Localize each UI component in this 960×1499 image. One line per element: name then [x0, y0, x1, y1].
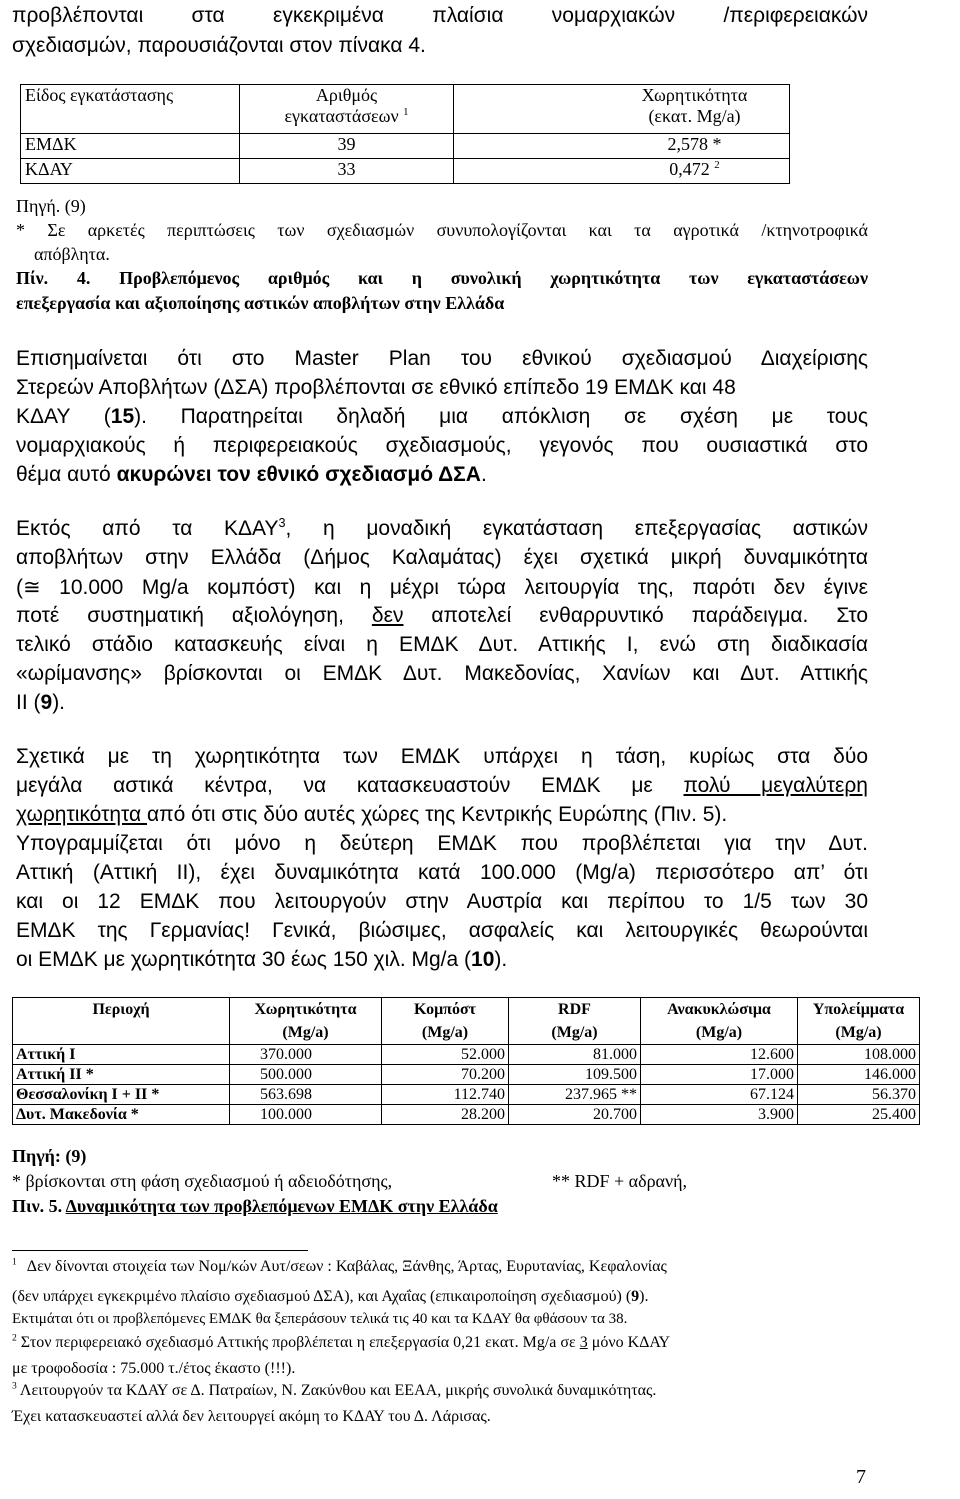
para3-line-5: Αττική (Αττική ΙΙ), έχει δυναμικότητα κατά 100.000 (Mg/a) περισσότερο απ’ ότι — [16, 861, 868, 884]
footnote-3-line-2: Έχει κατασκευαστεί αλλά δεν λειτουργεί ακόμη το ΚΔΑΥ του Δ. Λάρισας. — [12, 1408, 491, 1425]
cell-recyclables: 3.900 — [641, 1105, 798, 1125]
cell-rdf: 81.000 — [509, 1045, 641, 1065]
footnote-3-line-1: $^3$ Λειτουργούν τα ΚΔΑΥ σε Δ. Πατραίων, Ν. Ζακύνθου και ΕΕΑΑ, μικρής συνολικά δυναμικότητας. — [12, 1380, 657, 1399]
cell-residues: 25.400 — [798, 1105, 920, 1125]
table-row — [13, 1065, 920, 1085]
capacity-breakdown-table — [12, 997, 920, 1125]
cell-compost: 70.200 — [382, 1065, 509, 1085]
para2-line-6: «ωρίμανσης» βρίσκονται οι ΕΜΔΚ Δυτ. Μακεδονίας, Χανίων και Δυτ. Αττικής — [16, 662, 868, 685]
header-region: Περιοχή — [13, 998, 230, 1045]
table1-note-line-1: * Σε αρκετές περιπτώσεις των σχεδιασμών συνυπολογίζονται και τα αγροτικά /κτηνοτροφικά — [16, 220, 868, 240]
cell-region: Αττική Ι — [13, 1045, 230, 1065]
capacity-table — [20, 84, 790, 184]
para2-line-1: Εκτός από τα ΚΔΑΥ$^3$, η μοναδική εγκατάσταση επεξεργασίας αστικών — [16, 516, 869, 540]
cell-residues: 56.370 — [798, 1085, 920, 1105]
footnote-separator — [12, 1250, 308, 1251]
footnote-2-line-2: με τροφοδοσία : 75.000 τ./έτος έκαστο (!!!). — [12, 1360, 296, 1377]
table2-note-a: * βρίσκονται στη φάση σχεδιασμού ή αδειοδότησης, — [12, 1171, 393, 1191]
cell-compost: 112.740 — [382, 1085, 509, 1105]
cell-rdf: 237.965 ** — [509, 1085, 641, 1105]
cell-count: 33 — [240, 159, 454, 184]
header-recyclables: Ανακυκλώσιμα (Mg/a) — [641, 998, 798, 1045]
table-row — [13, 1085, 920, 1105]
cell-count: 39 — [240, 134, 454, 159]
header-count: Αριθμός εγκαταστάσεων $^1$ — [240, 85, 454, 134]
para1-line-3: ΚΔΑΥ (15). Παρατηρείται δηλαδή μια απόκλιση σε σχέση με τους — [16, 405, 869, 428]
cell-type: ΕΜΔΚ — [21, 134, 240, 159]
cell-capacity: 563.698 — [230, 1085, 382, 1105]
header-type: Είδος εγκατάστασης — [21, 85, 240, 134]
cell-compost: 52.000 — [382, 1045, 509, 1065]
approx-equal-icon: ≅ — [23, 576, 41, 599]
cell-capacity: 370.000 — [230, 1045, 382, 1065]
table1-caption-line-2: επεξεργασία και αξιοποίησης αστικών αποβλήτων στην Ελλάδα — [16, 293, 505, 313]
cell-residues: 108.000 — [798, 1045, 920, 1065]
page-number: 7 — [856, 1466, 866, 1488]
cell-capacity: 500.000 — [230, 1065, 382, 1085]
cell-recyclables: 17.000 — [641, 1065, 798, 1085]
footnote-1-line-1: $^1$ Δεν δίνονται στοιχεία των Νομ/κών Αυτ/σεων : Καβάλας, Ξάνθης, Άρτας, Ευρυτανίας, Κεφαλονίας — [12, 1256, 667, 1275]
cell-recyclables: 12.600 — [641, 1045, 798, 1065]
intro-line-2: σχεδιασμών, παρουσιάζονται στον πίνακα 4. — [12, 34, 426, 57]
table2-note-b: ** RDF + αδρανή, — [552, 1171, 688, 1191]
para2-line-7: ΙΙ (9). — [16, 691, 66, 714]
para1-line-5: θέμα αυτό ακυρώνει τον εθνικό σχεδιασμό ΔΣΑ. — [16, 463, 487, 486]
para1-line-2: Στερεών Αποβλήτων (ΔΣΑ) προβλέπονται σε εθνικό επίπεδο 19 ΕΜΔΚ και 48 — [16, 376, 736, 399]
cell-capacity: 100.000 — [230, 1105, 382, 1125]
header-rdf: RDF (Mg/a) — [509, 998, 641, 1045]
table-header-row — [21, 85, 790, 134]
cell-type: ΚΔΑΥ — [21, 159, 240, 184]
header-capacity: Χωρητικότητα (εκατ. Mg/a) — [454, 85, 790, 134]
cell-capacity: 2,578 * — [454, 134, 790, 159]
table1-source: Πηγή. (9) — [16, 196, 86, 216]
para1-line-4: νομαρχιακούς ή περιφερειακούς σχεδιασμούς, γεγονός που ουσιαστικά στο — [16, 434, 868, 457]
para3-line-3: χωρητικότητα από ότι στις δύο αυτές χώρες της Κεντρικής Ευρώπης (Πιν. 5). — [16, 803, 728, 826]
para3-line-8: οι ΕΜΔΚ με χωρητικότητα 30 έως 150 χιλ. Mg/a (10). — [16, 948, 508, 971]
para3-line-4: Υπογραμμίζεται ότι μόνο η δεύτερη ΕΜΔΚ που προβλέπεται για την Δυτ. — [16, 832, 868, 855]
table-row — [13, 1105, 920, 1125]
para3-line-2: μεγάλα αστικά κέντρα, να κατασκευαστούν ΕΜΔΚ με πολύ μεγαλύτερη — [16, 774, 868, 797]
para2-line-2: αποβλήτων στην Ελλάδα (Δήμος Καλαμάτας) έχει σχετικά μικρή δυναμικότητα — [16, 546, 868, 569]
table1-caption-line-1: Πίν. 4. Προβλεπόμενος αριθμός και η συνολική χωρητικότητα των εγκαταστάσεων — [16, 268, 869, 288]
cell-residues: 146.000 — [798, 1065, 920, 1085]
intro-line-1: προβλέπονται στα εγκεκριμένα πλαίσια νομαρχιακών /περιφερειακών — [12, 4, 868, 27]
table-header-row — [13, 998, 920, 1045]
table2-caption: Πιν. 5. Δυναμικότητα των προβλεπόμενων ΕΜΔΚ στην Ελλάδα — [12, 1196, 498, 1216]
para3-line-7: ΕΜΔΚ της Γερμανίας! Γενικά, βιώσιμες, ασφαλείς και λειτουργικές θεωρούνται — [16, 919, 868, 942]
cell-rdf: 20.700 — [509, 1105, 641, 1125]
cell-compost: 28.200 — [382, 1105, 509, 1125]
table-row — [21, 159, 790, 184]
cell-capacity: 0,472 $^2$ — [454, 159, 790, 184]
table1-note-line-2: απόβλητα. — [34, 244, 110, 264]
table2-source: Πηγή: (9) — [12, 1146, 87, 1166]
para2-line-4: ποτέ συστηματική αξιολόγηση, δεν αποτελεί ενθαρρυντικό παράδειγμα. Στο — [16, 604, 869, 627]
cell-rdf: 109.500 — [509, 1065, 641, 1085]
header-capacity: Χωρητικότητα (Mg/a) — [230, 998, 382, 1045]
cell-region: Θεσσαλονίκη Ι + ΙΙ * — [13, 1085, 230, 1105]
cell-region: Δυτ. Μακεδονία * — [13, 1105, 230, 1125]
para1-line-1: Επισημαίνεται ότι στο Master Plan του εθνικού σχεδιασμού Διαχείρισης — [16, 347, 868, 370]
header-residues: Υπολείμματα (Mg/a) — [798, 998, 920, 1045]
table-row — [21, 134, 790, 159]
footnote-1-line-3: Εκτιμάται ότι οι προβλεπόμενες ΕΜΔΚ θα ξεπεράσουν τελικά τις 40 και τα ΚΔΑΥ θα φθάσουν τα 38. — [12, 1311, 628, 1327]
para2-line-3: (≅ 10.000 Mg/a κομπόστ) και η μέχρι τώρα λειτουργία της, παρότι δεν έγινε — [16, 576, 868, 599]
cell-region: Αττική ΙΙ * — [13, 1065, 230, 1085]
para3-line-6: και οι 12 ΕΜΔΚ που λειτουργούν στην Αυστρία και περίπου το 1/5 των 30 — [16, 890, 868, 913]
para2-line-5: τελικό στάδιο κατασκευής είναι η ΕΜΔΚ Δυτ. Αττικής Ι, ενώ στη διαδικασία — [16, 633, 868, 656]
header-compost: Κομπόστ (Mg/a) — [382, 998, 509, 1045]
cell-recyclables: 67.124 — [641, 1085, 798, 1105]
footnote-1-line-2: (δεν υπάρχει εγκεκριμένο πλαίσιο σχεδιασμού ΔΣΑ), και Αχαΐας (επικαιροποίηση σχεδιασμού) (9). — [12, 1288, 649, 1305]
para3-line-1: Σχετικά με τη χωρητικότητα των ΕΜΔΚ υπάρχει η τάση, κυρίως στα δύο — [16, 745, 868, 768]
footnote-2-line-1: $^2$ Στον περιφερειακό σχεδιασμό Αττικής προβλέπεται η επεξεργασία 0,21 εκατ. Mg/a σε 3 μόνο ΚΔΑΥ — [12, 1332, 671, 1351]
table-row — [13, 1045, 920, 1065]
